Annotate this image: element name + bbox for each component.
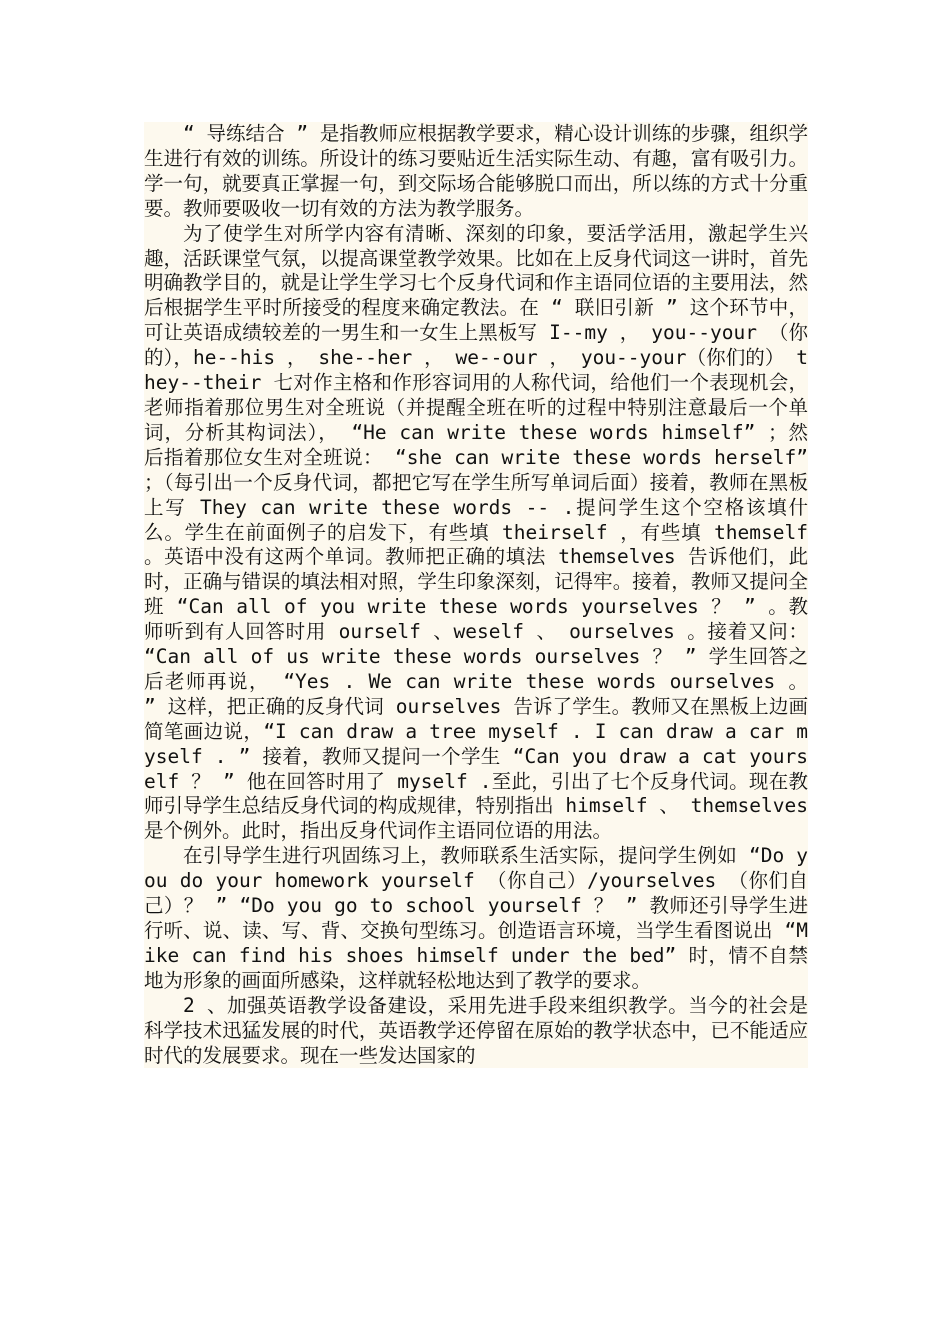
paragraph-consolidation-practice: 在引导学生进行巩固练习上，教师联系生活实际，提问学生例如 “Do you do your homework yourself （你自己）/yourselves （你们自己）？ ” “Do you go to school yourself ？ ” 教师还引导学生进行听、说、读、写、背、交换句型练习。创造语言环境，当学生看图说出 “Mike can find his shoes himself under the bed” 时，情不自禁地为形象的画面所感染，这样就轻松地达到了教学的要求。 — [144, 844, 808, 992]
paragraph-guided-practice: “ 导练结合 ” 是指教师应根据教学要求，精心设计训练的步骤，组织学生进行有效的训练。所设计的练习要贴近生活实际生动、有趣，富有吸引力。学一句，就要真正掌握一句，到交际场合能够脱口而出，所以练的方式十分重要。教师要吸收一切有效的方法为教学服务。 — [144, 122, 808, 220]
paragraph-teaching-equipment: 2 、加强英语教学设备建设，采用先进手段来组织教学。当今的社会是科学技术迅猛发展的时代，英语教学还停留在原始的教学状态中，已不能适应时代的发展要求。现在一些发达国家的 — [144, 993, 808, 1067]
paragraph-reflexive-pronoun-lesson: 为了使学生对所学内容有清晰、深刻的印象，要活学活用，激起学生兴趣，活跃课堂气氛，以提高课堂教学效果。比如在上反身代词这一讲时，首先明确教学目的，就是让学生学习七个反身代词和作主语同位语的主要用法，然后根据学生平时所接受的程度来确定教法。在 “ 联旧引新 ” 这个环节中，可让英语成绩较差的一男生和一女生上黑板写 I--my ， you--your （你的），he--his ， she--her ， we--our ， you--your（你们的） they--their 七对作主格和作形容词用的人称代词，给他们一个表现机会，老师指着那位男生对全班说（并提醒全班在听的过程中特别注意最后一个单词，分析其构词法）， “He can write these words himself” ；然后指着那位女生对全班说： “she can write these words herself” ；（每引出一个反身代词，都把它写在学生所写单词后面）接着，教师在黑板上写 They can write these words -- .提问学生这个空格该填什么。学生在前面例子的启发下，有些填 theirself ，有些填 themself 。英语中没有这两个单词。教师把正确的填法 themselves 告诉他们，此时，正确与错误的填法相对照，学生印象深刻，记得牢。接着，教师又提问全班 “Can all of you write these words yourselves ？ ” 。教师听到有人回答时用 ourself 、weself 、 ourselves 。接着又问： “Can all of us write these words ourselves ？ ” 学生回答之后老师再说， “Yes . We can write these words ourselves 。 ” 这样，把正确的反身代词 ourselves 告诉了学生。教师又在黑板上边画简笔画边说，“I can draw a tree myself . I can draw a car myself . ” 接着，教师又提问一个学生 “Can you draw a cat yourself ？ ” 他在回答时用了 myself .至此，引出了七个反身代词。现在教师引导学生总结反身代词的构成规律，特别指出 himself 、 themselves 是个例外。此时，指出反身代词作主语同位语的用法。 — [144, 221, 808, 843]
article-body — [144, 122, 808, 1068]
